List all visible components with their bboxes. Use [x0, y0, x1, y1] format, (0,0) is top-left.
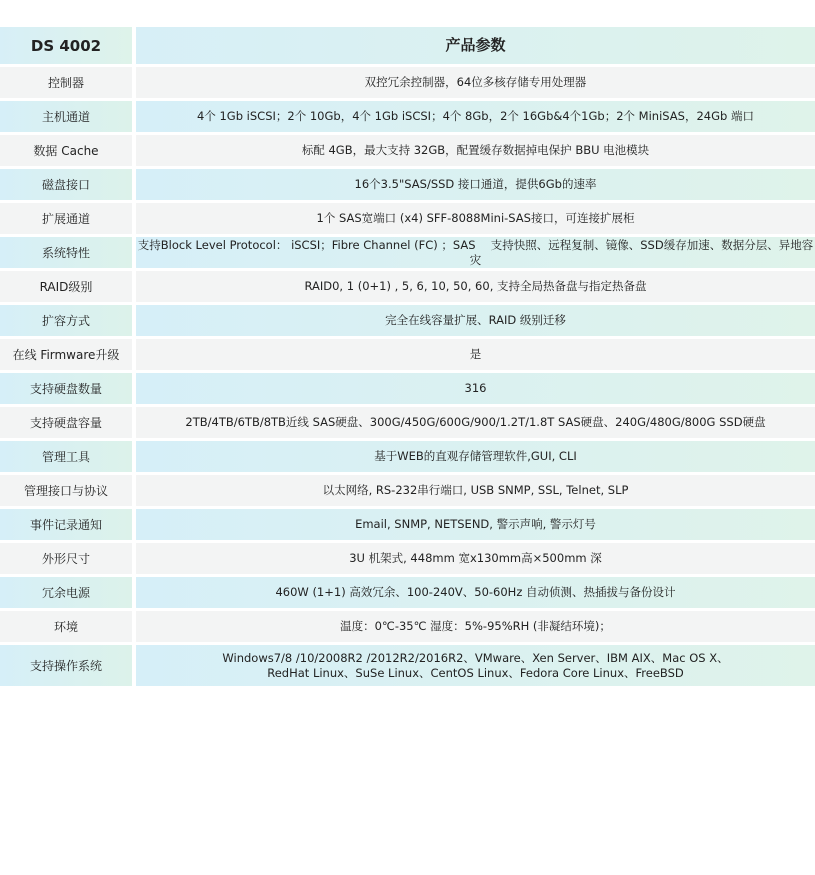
row-label: 控制器 — [0, 67, 132, 98]
row-value: Email, SNMP, NETSEND, 警示声响, 警示灯号 — [136, 509, 815, 540]
row-value: 1个 SAS宽端口 (x4) SFF-8088Mini-SAS接口，可连接扩展柜 — [136, 203, 815, 234]
row-label: 数据 Cache — [0, 135, 132, 166]
table-row — [0, 203, 815, 234]
table-row — [0, 135, 815, 166]
row-value: 基于WEB的直观存储管理软件,GUI, CLI — [136, 441, 815, 472]
row-label: 主机通道 — [0, 101, 132, 132]
row-value: 2TB/4TB/6TB/8TB近线 SAS硬盘、300G/450G/600G/900/1.2T/1.8T SAS硬盘、240G/480G/800G SSD硬盘 — [136, 407, 815, 438]
row-value: 4个 1Gb iSCSI；2个 10Gb，4个 1Gb iSCSI；4个 8Gb，2个 16Gb&4个1Gb；2个 MiniSAS，24Gb 端口 — [136, 101, 815, 132]
row-label: 在线 Firmware升级 — [0, 339, 132, 370]
table-row — [0, 407, 815, 438]
row-label: 冗余电源 — [0, 577, 132, 608]
row-label: 支持硬盘数量 — [0, 373, 132, 404]
table-header-row — [0, 27, 815, 64]
row-label: 扩展通道 — [0, 203, 132, 234]
table-row — [0, 611, 815, 642]
table-row — [0, 305, 815, 336]
row-value: 温度：0℃-35℃ 湿度：5%-95%RH (非凝结环境)； — [136, 611, 815, 642]
row-value: 支持Block Level Protocol： iSCSI；Fibre Channel (FC) ；SAS 支持快照、远程复制、镜像、SSD缓存加速、数据分层、异地容灾 — [137, 237, 814, 267]
row-label: 管理接口与协议 — [0, 475, 132, 506]
table-row — [0, 475, 815, 506]
table-row — [0, 67, 815, 98]
row-value: 460W (1+1) 高效冗余、100-240V、50-60Hz 自动侦测、热插拔与备份设计 — [136, 577, 815, 608]
row-value: 以太网络, RS-232串行端口, USB SNMP, SSL, Telnet, SLP — [136, 475, 815, 506]
table-row — [0, 169, 815, 200]
spec-table — [0, 27, 815, 689]
table-row — [0, 577, 815, 608]
row-value: 完全在线容量扩展、RAID 级别迁移 — [136, 305, 815, 336]
row-value: 316 — [136, 373, 815, 404]
table-row — [0, 645, 815, 686]
row-value: 双控冗余控制器，64位多核存储专用处理器 — [136, 67, 815, 98]
row-label: 支持操作系统 — [0, 645, 132, 686]
row-label: 外形尺寸 — [0, 543, 132, 574]
row-value: 标配 4GB，最大支持 32GB，配置缓存数据掉电保护 BBU 电池模块 — [136, 135, 815, 166]
row-label: 环境 — [0, 611, 132, 642]
table-row — [0, 373, 815, 404]
row-value: RAID0, 1 (0+1) , 5, 6, 10, 50, 60, 支持全局热备盘与指定热备盘 — [136, 271, 815, 302]
row-label: 磁盘接口 — [0, 169, 132, 200]
params-title: 产品参数 — [136, 27, 815, 64]
table-row — [0, 271, 815, 302]
table-row — [0, 543, 815, 574]
row-label: 管理工具 — [0, 441, 132, 472]
model-name: DS 4002 — [0, 27, 132, 64]
table-row — [0, 509, 815, 540]
row-value: 是 — [136, 339, 815, 370]
table-row — [0, 101, 815, 132]
row-label: 系统特性 — [0, 237, 132, 268]
row-value: 3U 机架式, 448mm 宽x130mm高×500mm 深 — [136, 543, 815, 574]
row-label: RAID级别 — [0, 271, 132, 302]
row-label: 事件记录通知 — [0, 509, 132, 540]
row-label: 支持硬盘容量 — [0, 407, 132, 438]
row-label: 扩容方式 — [0, 305, 132, 336]
table-row — [0, 339, 815, 370]
table-row — [0, 237, 815, 268]
row-value: 16个3.5"SAS/SSD 接口通道，提供6Gb的速率 — [136, 169, 815, 200]
row-value: Windows7/8 /10/2008R2 /2012R2/2016R2、VMware、Xen Server、IBM AIX、Mac OS X、 RedHat Linux、SuSe Linux、CentOS Linux、Fedora Core Linux、FreeBSD — [136, 645, 815, 686]
table-row — [0, 441, 815, 472]
